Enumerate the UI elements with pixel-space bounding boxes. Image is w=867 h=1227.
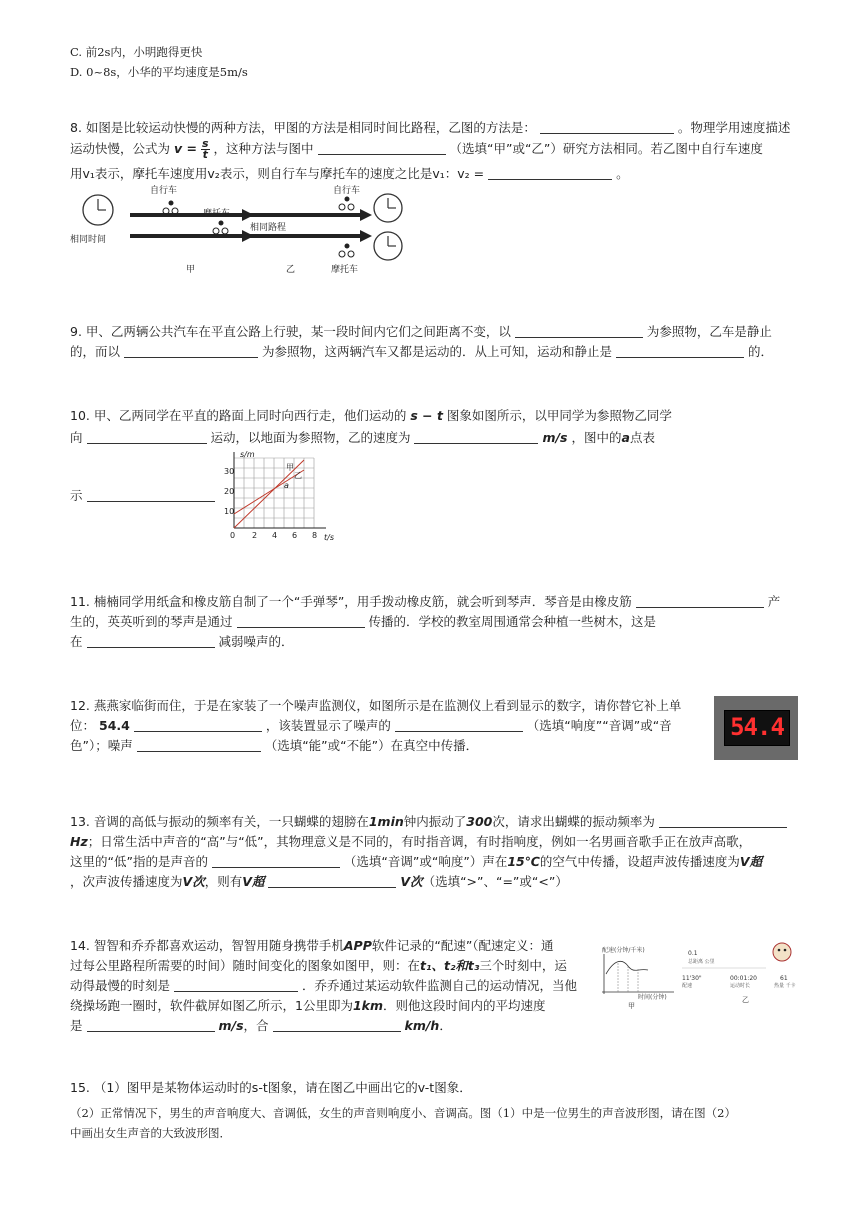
q8-line3 — [70, 164, 629, 184]
xtick-0: 0 — [230, 531, 236, 540]
q11-text: 在 — [70, 634, 83, 649]
q14-text: 三个时刻中，运 — [479, 958, 567, 973]
motorcycle-icon — [339, 244, 354, 258]
unit-hz: Hz — [70, 834, 88, 849]
fig-yi: 乙 — [742, 996, 749, 1004]
noise-monitor-photo — [714, 696, 798, 760]
fraction-denominator: t — [202, 148, 208, 161]
q13-line3 — [70, 852, 762, 872]
label-yi: 乙 — [294, 471, 302, 480]
q10-text: 向 — [70, 430, 83, 445]
distance-value: 0.1 — [688, 950, 698, 957]
label-jia: 甲 — [286, 463, 294, 472]
q9-text: 为参照物，乙车是静止 — [646, 324, 772, 339]
q14-math: APP — [343, 938, 372, 953]
q14-text: ，合 — [243, 1018, 269, 1033]
q13-blank-1[interactable] — [659, 814, 787, 828]
q14-blank-3[interactable] — [273, 1018, 401, 1032]
pace-label: 配速 — [682, 983, 693, 989]
q12-text: （选填“能”或“不能”）在真空中传播． — [264, 738, 479, 753]
q8-line1 — [70, 118, 790, 138]
x-axis-label: t/s — [324, 533, 334, 542]
xtick-8: 8 — [312, 531, 318, 540]
fig-same-distance: 相同路程 — [250, 223, 287, 233]
q14-figures — [598, 940, 810, 1010]
q13-line2 — [70, 832, 751, 852]
q9-line2 — [70, 342, 773, 362]
q13-text: （选填“>”、“=”或“<”） — [422, 874, 568, 889]
q9-blank-2[interactable] — [124, 344, 258, 358]
fig-yi-label: 乙 — [286, 265, 296, 275]
q15-line1: 15. （1）图甲是某物体运动时的s-t图象，请在图乙中画出它的v-t图象． — [70, 1080, 472, 1095]
clock-icon — [83, 195, 113, 225]
q11-blank-1[interactable] — [636, 594, 764, 608]
q13-math: V超 — [739, 854, 763, 869]
point-a: a — [621, 430, 630, 445]
q12-text: （选填“响度”“音调”或“音 — [526, 718, 672, 733]
q14-math: t₁、t₂和t₃ — [420, 958, 480, 973]
pace-title: 配速(分钟/千米) — [602, 947, 645, 954]
q14-line4 — [70, 996, 546, 1016]
q8-text: 8. 如图是比较运动快慢的两种方法，甲图的方法是相同时间比路程，乙图的方法是： — [70, 120, 536, 135]
clock-icon — [374, 194, 402, 222]
q12-text: 位： — [70, 718, 96, 733]
unit-kmh: km/h — [404, 1018, 440, 1033]
q14-text: 是 — [70, 1018, 83, 1033]
q14-blank-1[interactable] — [174, 978, 298, 992]
q13-blank-2[interactable] — [212, 854, 340, 868]
fig-jia: 甲 — [628, 1002, 635, 1010]
q8-text: （选填“甲”或“乙”）研究方法相同。若乙图中自行车速度 — [449, 141, 763, 156]
q10-text: 运动，以地面为参照物，乙的速度为 — [210, 430, 411, 445]
q9-text: 的，而以 — [70, 344, 121, 359]
q14-line3 — [70, 976, 577, 996]
q11-line3 — [70, 632, 294, 652]
q10-text: 点表 — [629, 430, 655, 445]
q8-text: ，这种方法与图中 — [213, 141, 314, 156]
q13-blank-3[interactable] — [268, 874, 396, 888]
q8-text: 用v₁表示，摩托车速度用v₂表示，则自行车与摩托车的速度之比是v₁：v₂ = — [70, 166, 485, 181]
xtick-6: 6 — [292, 531, 298, 540]
option-c: C. 前2s内，小明跑得更快 — [70, 45, 203, 59]
q11-text: 减弱噪声的． — [218, 634, 294, 649]
bicycle-icon — [339, 197, 354, 211]
q13-line1 — [70, 812, 787, 832]
q10-text: ，图中的 — [571, 430, 622, 445]
q11-line2 — [70, 612, 656, 632]
q11-text: 传播的．学校的教室周围通常会种植一些树木，这是 — [368, 614, 656, 629]
speed-fraction — [201, 139, 210, 160]
bicycle-icon — [163, 201, 178, 215]
q14-line5 — [70, 1016, 452, 1036]
q13-line4 — [70, 872, 568, 892]
ytick-20: 20 — [224, 487, 235, 496]
q13-text: 次，请求出蝴蝶的振动频率为 — [492, 814, 655, 829]
distance-label: 总距离 公里 — [688, 959, 715, 965]
q11-blank-3[interactable] — [87, 634, 215, 648]
q8-blank-2[interactable] — [318, 141, 446, 155]
arrow-head-icon — [360, 209, 372, 221]
pace-value: 11'30" — [682, 975, 702, 982]
q12-blank-2[interactable] — [395, 718, 523, 732]
q10-line2 — [70, 428, 655, 448]
q11-text: 11. 楠楠同学用纸盒和橡皮筋自制了一个“手弹琴”，用手拨动橡皮筋，就会听到琴声．琴音是由橡皮筋 — [70, 594, 632, 609]
q9-blank-3[interactable] — [616, 344, 744, 358]
calories-label: 热量 千卡 — [774, 983, 796, 989]
q12-line2 — [70, 716, 672, 736]
q14-text: ． — [439, 1018, 452, 1033]
q13-math: 1min — [368, 814, 404, 829]
q10-text: 示 — [70, 488, 83, 503]
noise-reading: 54.4 — [730, 713, 784, 741]
clock-icon — [374, 232, 402, 260]
avatar — [773, 943, 791, 961]
pace-x-label: 时间(分钟) — [638, 994, 667, 1001]
unit-ms: m/s — [218, 1018, 244, 1033]
q12-line3 — [70, 736, 478, 756]
q12-blank-1[interactable] — [134, 718, 262, 732]
label-a: a — [284, 481, 289, 490]
ytick-10: 10 — [224, 507, 235, 516]
fig-same-time: 相同时间 — [70, 235, 107, 245]
q15-line2: （2）正常情况下，男生的声音响度大、音调低，女生的声音则响度小、音调高。图（1）中是一位男生的声音波形图，请在图（2） — [70, 1106, 736, 1120]
fig-bike-label: 自行车 — [150, 186, 178, 196]
q13-math: 15℃ — [507, 854, 540, 869]
q14-blank-2[interactable] — [87, 1018, 215, 1032]
q9-line1 — [70, 322, 772, 342]
q13-text: 13. 音调的高低与振动的频率有关，一只蝴蝶的翅膀在 — [70, 814, 369, 829]
q14-text: ．乔乔通过某运动软件监测自己的运动情况，当他 — [301, 978, 577, 993]
q9-text: 的． — [747, 344, 773, 359]
q8-text: 。物理学用速度描述 — [677, 120, 791, 135]
speed-formula: v = — [174, 141, 197, 156]
st-symbol: s − t — [410, 408, 443, 423]
fig-moto-label: 摩托车 — [203, 209, 231, 219]
q8-text: 运动快慢，公式为 — [70, 141, 171, 156]
q9-blank-1[interactable] — [515, 324, 643, 338]
xtick-4: 4 — [272, 531, 278, 540]
q10-line1 — [70, 406, 672, 426]
q14-text: 14. 智智和乔乔都喜欢运动，智智用随身携带手机 — [70, 938, 344, 953]
q11-text: 生的，英英听到的琴声是通过 — [70, 614, 233, 629]
q13-math: 300 — [466, 814, 493, 829]
q9-text: 为参照物，这两辆汽车又都是运动的．从上可知，运动和静止是 — [261, 344, 612, 359]
q13-text: 的空气中传播，设超声波传播速度为 — [539, 854, 740, 869]
q13-math: V超 — [242, 874, 265, 889]
unit-ms: m/s — [542, 430, 568, 445]
q8-line2 — [70, 139, 763, 161]
fig-jia-label: 甲 — [186, 265, 196, 275]
xtick-2: 2 — [252, 531, 258, 540]
q8-blank-3[interactable] — [488, 166, 612, 180]
q14-text: 软件记录的“配速”（配速定义：通 — [371, 938, 554, 953]
q14-text: 绕操场跑一圈时，软件截屏如图乙所示，1公里即为 — [70, 998, 353, 1013]
avatar-eye — [778, 949, 781, 952]
q12-line1: 12. 燕燕家临街而住，于是在家装了一个噪声监测仪，如图所示是在监测仪上看到显示的数字，请你替它补上单 — [70, 698, 682, 713]
q13-text: ，次声波传播速度为 — [70, 874, 183, 889]
q13-text: ；日常生活中声音的“高”与“低”，其物理意义是不同的，有时指音调，有时指响度，例如一名男画音歌手正在放声高歌， — [87, 834, 752, 849]
q13-text: ，则有 — [204, 874, 243, 889]
reading-value: 54.4 — [99, 718, 130, 733]
q10-blank-1[interactable] — [87, 430, 207, 444]
q9-text: 9. 甲、乙两辆公共汽车在平直公路上行驶，某一段时间内它们之间距离不变，以 — [70, 324, 511, 339]
duration-label: 运动时长 — [730, 983, 751, 989]
q10-blank-3[interactable] — [87, 488, 215, 502]
y-axis-label: s/m — [240, 450, 255, 459]
ytick-30: 30 — [224, 467, 235, 476]
q13-math: V次 — [400, 874, 423, 889]
q14-text: 动得最慢的时刻是 — [70, 978, 171, 993]
calories-value: 61 — [780, 975, 788, 982]
q14-line1 — [70, 936, 554, 956]
pace-curve — [606, 961, 648, 974]
q13-math: V次 — [182, 874, 205, 889]
fig-bike-label-2: 自行车 — [333, 186, 361, 196]
q8-blank-1[interactable] — [540, 120, 674, 134]
q12-blank-3[interactable] — [137, 738, 261, 752]
q10-blank-2[interactable] — [414, 430, 538, 444]
q12-text: ，该装置显示了噪声的 — [265, 718, 391, 733]
q15-line3: 中画出女生声音的大致波形图． — [70, 1126, 231, 1140]
option-d: D. 0~8s，小华的平均速度是5m/s — [70, 65, 248, 79]
q13-text: 钟内振动了 — [403, 814, 467, 829]
arrow-head-icon — [360, 230, 372, 242]
avatar-eye — [784, 949, 787, 952]
q11-text: 产 — [767, 594, 781, 609]
q12-text: 色”）；噪声 — [70, 738, 133, 753]
q11-blank-2[interactable] — [237, 614, 365, 628]
q14-text: 过每公里路程所需要的时间）随时间变化的图象如图甲，则：在 — [70, 958, 421, 973]
motorcycle-icon — [213, 221, 228, 235]
q13-text: 这里的“低”指的是声音的 — [70, 854, 208, 869]
q8-text: 。 — [616, 166, 629, 181]
q14-line2 — [70, 956, 567, 976]
q14-math: 1km — [352, 998, 384, 1013]
q10-text: 图象如图所示，以甲同学为参照物乙同学 — [446, 408, 672, 423]
fig-moto-label-2: 摩托车 — [331, 265, 359, 275]
duration-value: 00:01:20 — [730, 975, 757, 982]
fraction-numerator: s — [201, 137, 209, 150]
q10-text: 10. 甲、乙两同学在平直的路面上同时向西行走，他们运动的 — [70, 408, 407, 423]
q11-line1 — [70, 592, 780, 612]
q14-text: ．则他这段时间内的平均速度 — [383, 998, 546, 1013]
chart-grid — [234, 458, 314, 528]
q10-line3 — [70, 486, 215, 506]
q13-text: （选填“音调”或“响度”）声在 — [343, 854, 508, 869]
q10-st-chart — [222, 448, 340, 542]
noise-monitor-screen — [724, 710, 790, 746]
